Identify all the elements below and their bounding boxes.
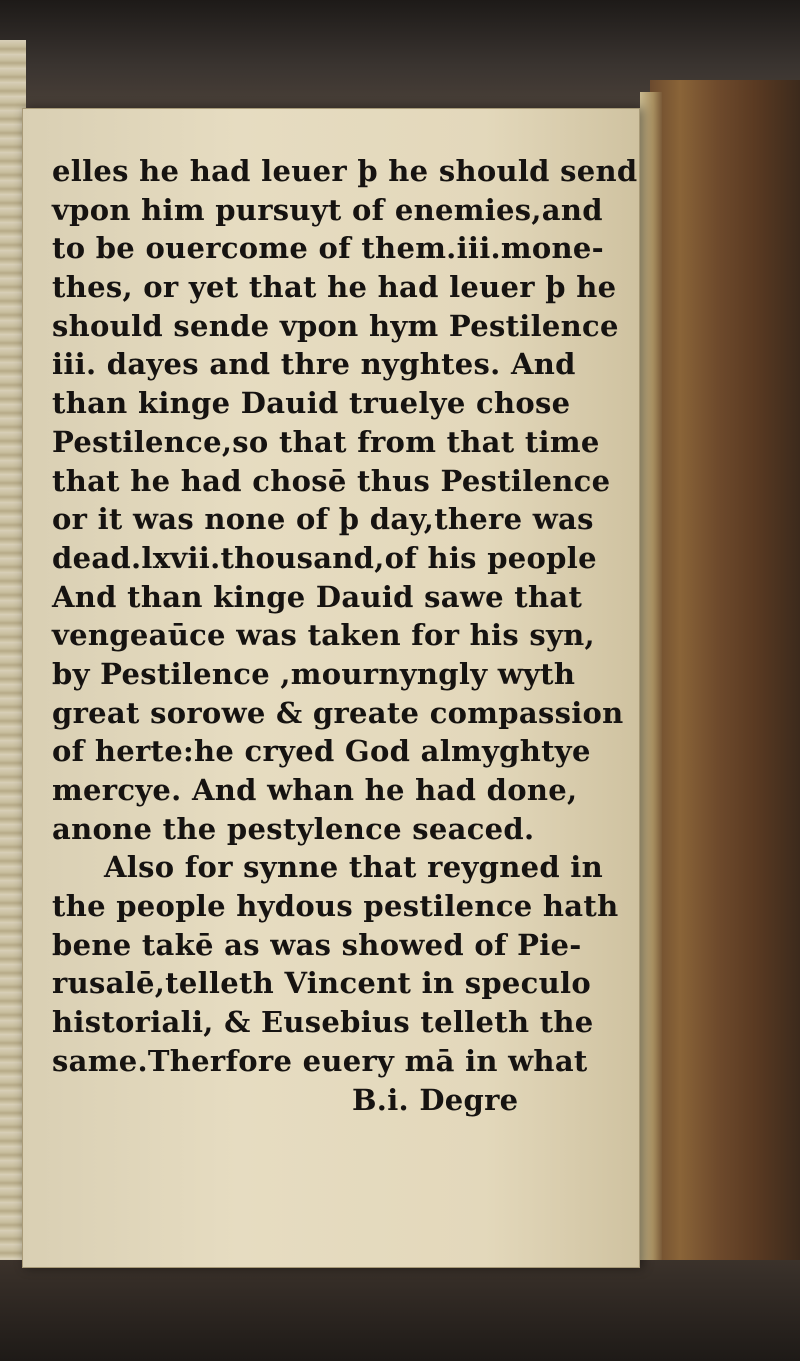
text-line: of herte:he cryed God almyghtye — [52, 734, 591, 769]
text-line: the people hydous pestilence hath — [52, 889, 619, 924]
text-line: same.Therfore euery mā in what — [52, 1043, 588, 1078]
photo-background-bottom — [0, 1260, 800, 1361]
page-text — [52, 152, 638, 1119]
page-gutter-right — [640, 92, 662, 1272]
text-line: vpon him pursuyt of enemies,and — [52, 192, 603, 227]
text-line: dead.lxvii.thousand,of his people — [52, 540, 597, 575]
text-line: that he had chosē thus Pestilence — [52, 463, 611, 498]
text-line: Pestilence,so that from that time — [52, 424, 600, 459]
text-line: by Pestilence ,mournyngly wyth — [52, 656, 576, 691]
text-line: anone the pestylence seaced. — [52, 811, 535, 846]
text-line: mercye. And whan he had done, — [52, 773, 578, 807]
text-line: should sende vpon hym Pestilence — [52, 308, 619, 343]
text-line: great sorowe & greate compassion — [52, 695, 624, 730]
book-page — [22, 108, 640, 1268]
catchword: B.i. Degre — [352, 1082, 519, 1117]
text-line: rusalē,telleth Vincent in speculo — [52, 966, 591, 1001]
text-line: Also for synne that reygned in — [104, 850, 603, 885]
text-line: or it was none of þ day,there was — [52, 502, 594, 537]
book-cover-edge — [650, 80, 800, 1300]
text-line: bene takē as was showed of Pie- — [52, 927, 582, 962]
text-line: iii. dayes and thre nyghtes. And — [52, 347, 576, 382]
text-line: to be ouercome of them.iii.mone- — [52, 231, 605, 266]
text-line: than kinge Dauid truelye chose — [52, 386, 571, 421]
text-line: historiali, & Eusebius telleth the — [52, 1005, 594, 1040]
text-line: elles he had leuer þ he should send — [52, 154, 638, 188]
text-line: And than kinge Dauid sawe that — [52, 579, 583, 614]
text-line: vengeaūce was taken for his syn, — [52, 618, 595, 653]
text-line: thes, or yet that he had leuer þ he — [52, 270, 617, 305]
